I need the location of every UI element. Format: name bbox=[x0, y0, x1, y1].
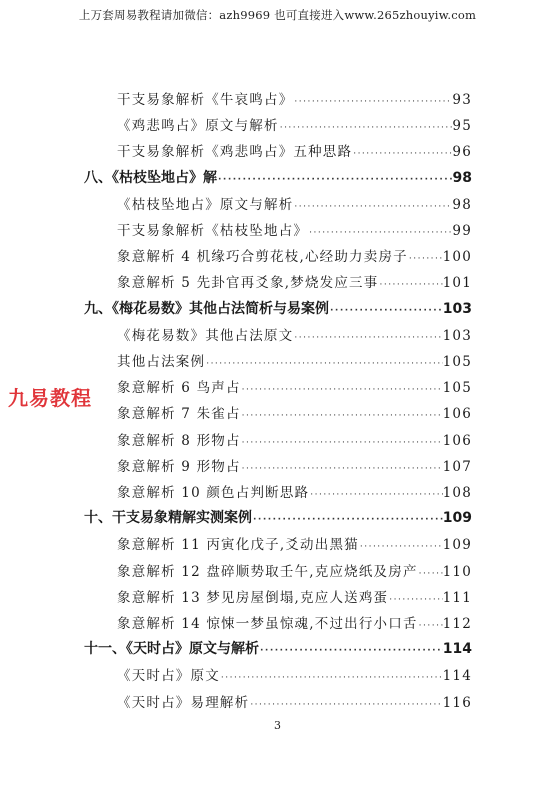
toc-page-number: 103 bbox=[442, 327, 472, 344]
toc-page-number: 114 bbox=[442, 668, 472, 685]
toc-page-number: 111 bbox=[442, 589, 472, 606]
toc-page-number: 105 bbox=[442, 380, 472, 397]
toc-page-number: 107 bbox=[442, 458, 472, 475]
toc-leader-dots bbox=[249, 700, 442, 710]
toc-title: 十一、《天时占》原文与解析 bbox=[84, 641, 259, 658]
toc-page-number: 116 bbox=[442, 694, 472, 711]
toc-title: 象意解析 9 形物占 bbox=[117, 458, 241, 475]
toc-title: 九、《梅花易数》其他占法简析与易案例 bbox=[84, 300, 329, 317]
toc-leader-dots bbox=[279, 123, 453, 133]
toc-title: 象意解析 14 惊悚一梦虽惊魂,不过出行小口舌 bbox=[117, 616, 418, 632]
toc-leader-dots bbox=[220, 673, 443, 683]
toc-entry[interactable] bbox=[117, 691, 472, 715]
toc-page-number: 99 bbox=[452, 223, 472, 239]
toc-leader-dots bbox=[309, 490, 442, 500]
toc-leader-dots bbox=[408, 254, 443, 264]
toc-section-heading[interactable] bbox=[84, 298, 472, 322]
toc-title: 象意解析 13 梦见房屋倒塌,克应人送鸡蛋 bbox=[117, 589, 389, 606]
toc-leader-dots bbox=[293, 333, 442, 343]
toc-leader-dots bbox=[378, 280, 442, 290]
toc-page-number: 100 bbox=[442, 249, 472, 266]
toc-page-number: 96 bbox=[452, 144, 472, 161]
toc-entry[interactable] bbox=[117, 140, 472, 164]
toc-page-number: 109 bbox=[442, 537, 472, 554]
toc-page-number: 93 bbox=[452, 92, 472, 108]
toc-title: 象意解析 11 丙寅化戊子,爻动出黑猫 bbox=[117, 537, 359, 554]
toc-page-number: 95 bbox=[452, 118, 472, 135]
toc-page-number: 112 bbox=[442, 616, 472, 632]
toc-leader-dots bbox=[329, 306, 443, 316]
toc-section-heading[interactable] bbox=[84, 638, 472, 662]
toc-entry[interactable] bbox=[117, 271, 472, 295]
toc-entry[interactable] bbox=[117, 114, 472, 138]
watermark-logo: 九易教程 bbox=[8, 386, 92, 410]
toc-leader-dots bbox=[252, 515, 443, 525]
toc-leader-dots bbox=[388, 595, 442, 605]
toc-title: 象意解析 7 朱雀占 bbox=[117, 406, 241, 423]
toc-page-number: 98 bbox=[452, 196, 472, 213]
toc-entry[interactable] bbox=[117, 533, 472, 557]
toc-title: 《鸡悲鸣占》原文与解析 bbox=[117, 118, 279, 135]
toc-title: 《梅花易数》其他占法原文 bbox=[117, 327, 294, 344]
toc-page-number: 101 bbox=[442, 275, 472, 292]
toc-entry[interactable] bbox=[117, 402, 472, 426]
toc-entry[interactable] bbox=[117, 429, 472, 453]
toc-page-number: 109 bbox=[442, 510, 472, 527]
toc-entry[interactable] bbox=[117, 219, 472, 243]
toc-title: 象意解析 8 形物占 bbox=[117, 432, 241, 449]
page-header: 上万套周易教程请加微信：azh9969 也可直接进入www.265zhouyiw.com bbox=[78, 8, 477, 22]
toc-leader-dots bbox=[259, 646, 443, 656]
toc-title: 干支易象解析《鸡悲鸣占》五种思路 bbox=[117, 144, 353, 161]
toc-title: 象意解析 4 机缘巧合剪花枝,心经助力卖房子 bbox=[117, 249, 408, 266]
toc-entry[interactable] bbox=[117, 324, 472, 348]
toc-title: 干支易象解析《枯枝坠地占》 bbox=[117, 223, 309, 239]
toc-page-number: 105 bbox=[442, 354, 472, 370]
toc-page-number: 106 bbox=[442, 406, 472, 423]
toc-section-heading[interactable] bbox=[84, 167, 472, 191]
toc-title: 《天时占》原文 bbox=[117, 668, 220, 685]
toc-entry[interactable] bbox=[117, 560, 472, 584]
toc-leader-dots bbox=[359, 542, 443, 552]
toc-page-number: 98 bbox=[452, 169, 472, 186]
toc-title: 象意解析 5 先卦官再爻象,梦烧发应三事 bbox=[117, 275, 379, 292]
toc-leader-dots bbox=[308, 228, 452, 238]
toc-leader-dots bbox=[293, 202, 452, 212]
toc-title: 象意解析 10 颜色占判断思路 bbox=[117, 485, 310, 501]
toc-page-number: 103 bbox=[442, 300, 472, 317]
toc-entry[interactable] bbox=[117, 245, 472, 269]
toc-title: 八、《枯枝坠地占》解 bbox=[84, 169, 217, 186]
toc-leader-dots bbox=[352, 149, 452, 159]
toc-leader-dots bbox=[293, 97, 452, 107]
toc-title: 象意解析 12 盘碎顺势取壬午,克应烧纸及房产 bbox=[117, 563, 418, 580]
toc-section-heading[interactable] bbox=[84, 507, 472, 531]
toc-entry[interactable] bbox=[117, 376, 472, 400]
toc-entry[interactable] bbox=[117, 88, 472, 112]
toc-page-number: 106 bbox=[442, 432, 472, 449]
toc-entry[interactable] bbox=[117, 350, 472, 374]
toc-leader-dots bbox=[217, 175, 453, 185]
toc-title: 《枯枝坠地占》原文与解析 bbox=[117, 196, 294, 213]
toc-page-number: 110 bbox=[442, 563, 472, 580]
toc-entry[interactable] bbox=[117, 481, 472, 505]
toc-entry[interactable] bbox=[117, 664, 472, 688]
toc-entry[interactable] bbox=[117, 612, 472, 636]
toc-title: 干支易象解析《牛哀鸣占》 bbox=[117, 92, 294, 108]
toc-leader-dots bbox=[241, 385, 443, 395]
toc-page-number: 108 bbox=[442, 485, 472, 501]
toc-title: 其他占法案例 bbox=[117, 354, 206, 370]
toc-title: 《天时占》易理解析 bbox=[117, 694, 250, 711]
toc-leader-dots bbox=[205, 359, 442, 369]
toc-leader-dots bbox=[241, 438, 443, 448]
page-number: 3 bbox=[274, 719, 281, 732]
toc-leader-dots bbox=[418, 621, 443, 631]
toc-leader-dots bbox=[241, 464, 443, 474]
toc-entry[interactable] bbox=[117, 455, 472, 479]
toc-entry[interactable] bbox=[117, 193, 472, 217]
toc-title: 十、干支易象精解实测案例 bbox=[84, 510, 252, 527]
toc-leader-dots bbox=[241, 411, 443, 421]
toc-entry[interactable] bbox=[117, 586, 472, 610]
toc-title: 象意解析 6 鸟声占 bbox=[117, 380, 241, 397]
toc-page-number: 114 bbox=[442, 641, 472, 658]
toc-leader-dots bbox=[418, 569, 443, 579]
